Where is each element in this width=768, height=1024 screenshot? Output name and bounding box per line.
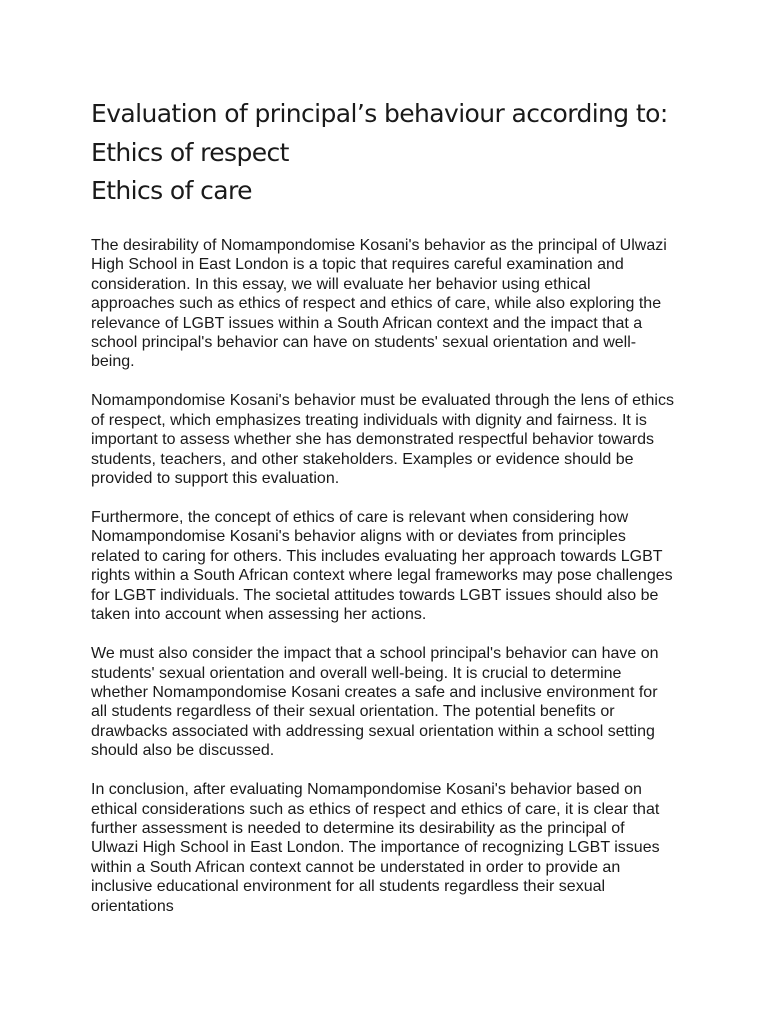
- title-line-1: Evaluation of principal’s behaviour according to:: [91, 99, 668, 128]
- title-line-2: Ethics of respect: [91, 137, 289, 167]
- title-line-3: Ethics of care: [91, 176, 252, 205]
- paragraph-ethics-of-care: Furthermore, the concept of ethics of care is relevant when considering how Nomampondomise Kosani's behavior aligns with or deviates from principles related to caring for others. This includes evaluating her approach towards LGBT rights within a South African context where legal frameworks may pose challenges for LGBT individuals. The societal attitudes towards LGBT issues should also be taken into account when assessing her actions.: [91, 509, 673, 624]
- essay-body: [91, 236, 675, 936]
- paragraph-impact-on-students: We must also consider the impact that a school principal's behavior can have on students' sexual orientation and overall well-being. It is crucial to determine whether Nomampondomise Kosani creates a safe and inclusive environment for all students regardless of their sexual orientation. The potential benefits or drawbacks associated with addressing sexual orientation within a school setting should also be discussed.: [91, 645, 659, 760]
- paragraph-conclusion: In conclusion, after evaluating Nomampondomise Kosani's behavior based on ethical considerations such as ethics of respect and ethics of care, it is clear that further assessment is needed to determine its desirability as the principal of Ulwazi High School in East London. The importance of recognizing LGBT issues within a South African context cannot be understated in order to provide an inclusive educational environment for all students regardless their sexual orientations: [91, 781, 660, 915]
- paragraph-introduction: The desirability of Nomampondomise Kosani's behavior as the principal of Ulwazi High School in East London is a topic that requires careful examination and consideration. In this essay, we will evaluate her behavior using ethical approaches such as ethics of respect and ethics of care, while also exploring the relevance of LGBT issues within a South African context and the impact that a school principal's behavior can have on students' sexual orientation and well-being.: [91, 237, 667, 371]
- document-title: [91, 95, 711, 211]
- paragraph-ethics-of-respect: Nomampondomise Kosani's behavior must be evaluated through the lens of ethics of respect, which emphasizes treating individuals with dignity and fairness. It is important to assess whether she has demonstrated respectful behavior towards students, teachers, and other stakeholders. Examples or evidence should be provided to support this evaluation.: [91, 392, 674, 488]
